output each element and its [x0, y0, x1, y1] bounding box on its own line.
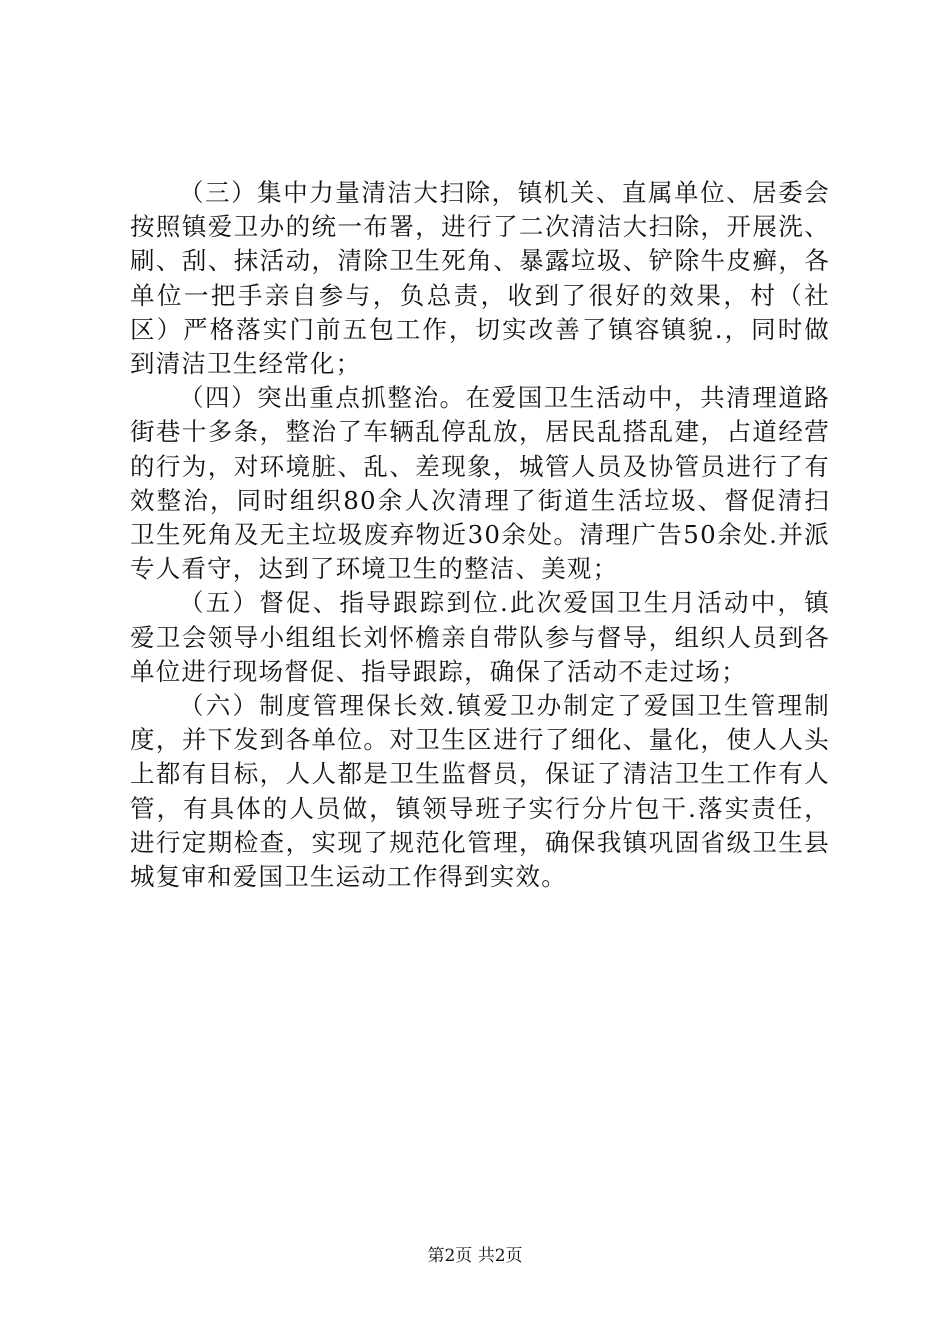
- document-body: [130, 176, 830, 894]
- paragraph-cleanup: （三）集中力量清洁大扫除，镇机关、直属单位、居委会按照镇爱卫办的统一布署，进行了二次清洁大扫除，开展洗、刷、刮、抹活动，清除卫生死角、暴露垃圾、铲除牛皮癣，各单位一把手亲自参与，负总责，收到了很好的效果，村（社区）严格落实门前五包工作，切实改善了镇容镇貌.，同时做到清洁卫生经常化；: [130, 178, 830, 379]
- paragraph-supervision: （五）督促、指导跟踪到位.此次爱国卫生月活动中，镇爱卫会领导小组组长刘怀檐亲自带队参与督导，组织人员到各单位进行现场督促、指导跟踪，确保了活动不走过场；: [130, 588, 830, 686]
- paragraph-rectification: （四）突出重点抓整治。在爱国卫生活动中，共清理道路街巷十多条，整治了车辆乱停乱放，居民乱搭乱建，占道经营的行为，对环境脏、乱、差现象，城管人员及协管员进行了有效整治，同时组织80余人次清理了街道生活垃圾、督促清扫卫生死角及无主垃圾废弃物近30余处。清理广告50余处.并派专人看守，达到了环境卫生的整洁、美观；: [130, 383, 830, 584]
- paragraph-system-management: （六）制度管理保长效.镇爱卫办制定了爱国卫生管理制度，并下发到各单位。对卫生区进行了细化、量化，使人人头上都有目标，人人都是卫生监督员，保证了清洁卫生工作有人管，有具体的人员做，镇领导班子实行分片包干.落实责任，进行定期检查，实现了规范化管理，确保我镇巩固省级卫生县城复审和爱国卫生运动工作得到实效。: [130, 691, 830, 892]
- page-number-footer: 第2页 共2页: [427, 1246, 523, 1266]
